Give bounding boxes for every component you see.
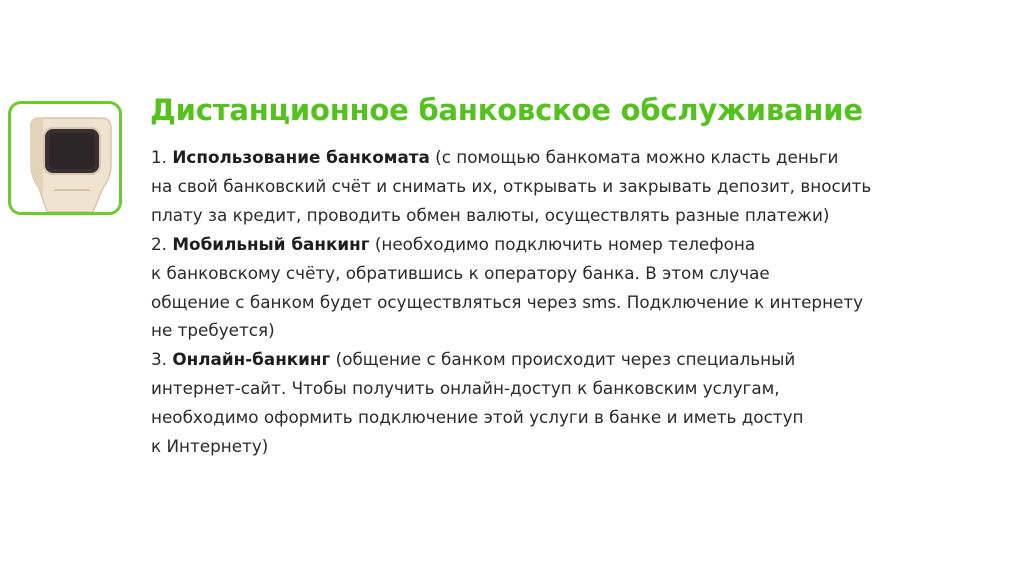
list-item-line: к Интернету) bbox=[151, 436, 269, 457]
service-list bbox=[151, 143, 1011, 461]
list-item-first-line bbox=[151, 230, 1011, 259]
list-item-line: необходимо оформить подключение этой услуги в банке и иметь доступ bbox=[151, 407, 804, 428]
list-item-line: общение с банком будет осуществляться через sms. Подключение к интернету bbox=[151, 291, 864, 312]
list-item bbox=[151, 345, 1011, 461]
list-item-number: 3. bbox=[151, 349, 168, 370]
list-item-number: 1. bbox=[151, 147, 168, 167]
list-item-text: (общение с банком происходит через специальный bbox=[330, 349, 796, 370]
list-item-line: к банковскому счёту, обратившись к оператору банка. В этом случае bbox=[151, 262, 770, 283]
page-title: Дистанционное банковское обслуживание bbox=[150, 93, 863, 127]
atm-card-reader-icon-frame bbox=[8, 101, 122, 215]
list-item-line: интернет-сайт. Чтобы получить онлайн-доступ к банковским услугам, bbox=[151, 378, 780, 399]
list-item bbox=[151, 230, 1011, 346]
atm-card-reader-icon bbox=[11, 104, 119, 212]
list-item-line: не требуется) bbox=[151, 320, 275, 341]
list-item-line: на свой банковский счёт и снимать их, открывать и закрывать депозит, вносить bbox=[151, 175, 872, 196]
list-item-text: (с помощью банкомата можно класть деньги bbox=[429, 147, 839, 167]
list-item-first-line bbox=[151, 345, 1011, 374]
list-item bbox=[151, 143, 1011, 230]
list-item-lead: Мобильный банкинг bbox=[172, 233, 370, 254]
list-item-lead: Онлайн-банкинг bbox=[172, 349, 331, 370]
list-item-lead: Использование банкомата bbox=[172, 147, 430, 167]
list-item-first-line bbox=[151, 143, 1011, 172]
list-item-number: 2. bbox=[151, 233, 168, 254]
list-item-text: (необходимо подключить номер телефона bbox=[369, 233, 756, 254]
list-item-line: плату за кредит, проводить обмен валюты, осуществлять разные платежи) bbox=[151, 204, 830, 225]
